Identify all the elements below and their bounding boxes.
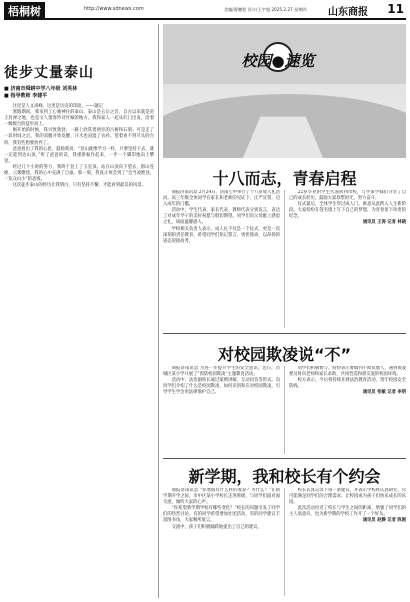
badge-text: 校园●速览 [241, 52, 315, 70]
column-logo: 梧桐树 [4, 2, 45, 18]
headline-coming-of-age: 十八而志，青春启程 [212, 169, 357, 188]
left-article-body [4, 104, 154, 189]
masthead [4, 2, 406, 20]
article-column [289, 190, 406, 328]
column-divider [284, 488, 285, 596]
campus-news-section [163, 24, 406, 598]
article-column [163, 488, 280, 596]
paragraph: 此次活动拉近了校长与学生之间的距离，增强了同学们的主人翁意识，也为新学期的学校工作开了一个好头。 [289, 506, 406, 518]
paragraph: 仪式最后，全体学生穿过成人门，寓意从此跨入人生新阶段。大家纷纷在签名墙上写下自己的梦想，为青春留下珍贵的纪念。 [289, 202, 406, 220]
paragraph: 活动中，法治副校长通过案例讲解、互动问答等形式，向同学们介绍了什么是校园欺凌、如何识别和应对校园欺凌，引导学生学会用法律保护自己。 [163, 378, 280, 396]
edition-meta: 美编/曹鹏程 设计/王宇超 2025.2.27 星期四 [224, 7, 307, 12]
left-article [4, 24, 154, 598]
headline-principal-meeting: 新学期，我和校长有个约会 [188, 467, 381, 486]
paragraph: 爸爸看出了我的心思，鼓励我说：“登山就像学习一样，只要坚持下去，就一定能到达山顶。”听了爸爸的话，我重新振作起来，一步一个脚印地向上攀登。 [4, 146, 154, 164]
article-coming-of-age [163, 190, 406, 328]
paragraph: 经过几个小时的努力，我终于登上了玉皇顶。站在山顶向下望去，群山连绵，云雾缭绕，我的心中充满了自豪。那一刻，我真正体会到了“会当凌绝顶，一览众山小”的意境。 [4, 164, 154, 183]
section-badge [233, 42, 323, 78]
column-divider [158, 24, 159, 598]
column-divider [284, 366, 285, 454]
article-principal-meeting [163, 488, 406, 596]
teacher-byline: ■ 指导教师 李建平 [4, 93, 48, 99]
left-article-bylines [4, 86, 154, 100]
paragraph: 刚开始的时候，我兴致勃勃，一路上欣赏着两旁的古树和石刻。可是走了一段时间之后，我的双腿开始发酸，汗水也浸湿了衣衫。望着看不到尽头的台阶，我有些想要放弃了。 [4, 128, 154, 146]
reporter-signature: 通讯员 王涛 记者 林晓 [362, 220, 406, 226]
left-article-title: 徒步丈量泰山 [4, 65, 94, 81]
article-anti-bullying [163, 366, 406, 454]
paragraph: 寒假期间，我来到了心驰神往的泰山。泰山是五岳之首，自古以来就是帝王封禅之地，也是文人墨客吟诗作赋的地方。我和家人一起从红门出发，沿着一级级台阶徒步而上。 [4, 110, 154, 128]
paragraph: 校长认真记录下每一条建议，并表示学校将认真研究，尽可能满足同学们的合理需求，让校园成为孩子们快乐成长的乐园。 [289, 488, 406, 506]
paper-name: 山东商报 [328, 7, 368, 18]
reporter-signature: 通讯员 张敏 记者 李明 [362, 390, 406, 396]
paragraph: 交流中，孩子们积极踊跃地提出了自己的建议。 [171, 524, 262, 530]
paragraph: “你希望新学期学校有哪些变化？”校长的问题引发了同学们的热烈讨论。有的同学希望增加社团活动，有的同学建议丰富图书角，大家畅所欲言。 [163, 506, 280, 524]
author-byline: ■ 济南市舜耕中学八年级 刘英林 [4, 86, 78, 92]
section-divider [163, 333, 406, 334]
website-url: http://www.sdnews.com [84, 6, 144, 12]
column-divider [284, 190, 285, 328]
page-number: 11 [387, 2, 404, 16]
article-column [289, 366, 406, 454]
article-column [163, 190, 280, 328]
reporter-signature: 通讯员 赵静 记者 陈刚 [362, 518, 406, 524]
paragraph: 商报济南讯息 为进一步提升学生的安全意识，近日，历城区某小学开展了“预防校园欺凌”主题教育活动。 [163, 366, 280, 378]
section-banner-image [163, 24, 406, 158]
paragraph: 22岁毕业的学生代表回到母校，与学弟学妹们分享了自己的成长经历，鼓励大家珍惜时光，努力奋斗。 [289, 190, 406, 202]
paragraph: 商报济南讯息 “你寒假有什么样的收获？为什么？”在新学期开学之际，市中区某小学校长走进班级，与同学们面对面交流，倾听大家的心声。 [163, 488, 280, 506]
paragraph: 这次徒步泰山的经历让我明白，只有坚持不懈，才能看到最美的风景。 [12, 183, 146, 189]
paragraph: 这里是人文高峰，这里是历史的印迹。——题记 [12, 104, 103, 109]
paragraph: 同学们积极参与，纷纷表示要做到不欺负他人，遇到欺凌要及时向老师和家长求助，共同营造和谐友爱的校园环境。 [289, 366, 406, 378]
paragraph: 商报济南讯息 2月24日，济南七中举行了十八岁成人礼活动。高三年级全体同学在家长和老师的见证下，庄严宣誓，迈入成年的门槛。 [163, 190, 280, 208]
article-column [163, 366, 280, 454]
section-divider [163, 458, 406, 459]
paragraph: 校方表示，今后将持续开展法治教育活动，筑牢校园安全防线。 [289, 378, 406, 390]
article-column [289, 488, 406, 596]
paragraph: 活动中，学生代表、家长代表、教师代表分别发言，表达了对成年学子的美好祝愿与殷切期望。同学们向父母献上感恩之礼，场面温馨感人。 [163, 208, 280, 226]
headline-anti-bullying: 对校园欺凌说“不” [217, 345, 352, 364]
paragraph: 学校相关负责人表示，成人礼不仅是一个仪式，更是一次深刻的责任教育，希望同学们铭记誓言，勇担使命，以昂扬的姿态迎接高考。 [163, 226, 280, 244]
